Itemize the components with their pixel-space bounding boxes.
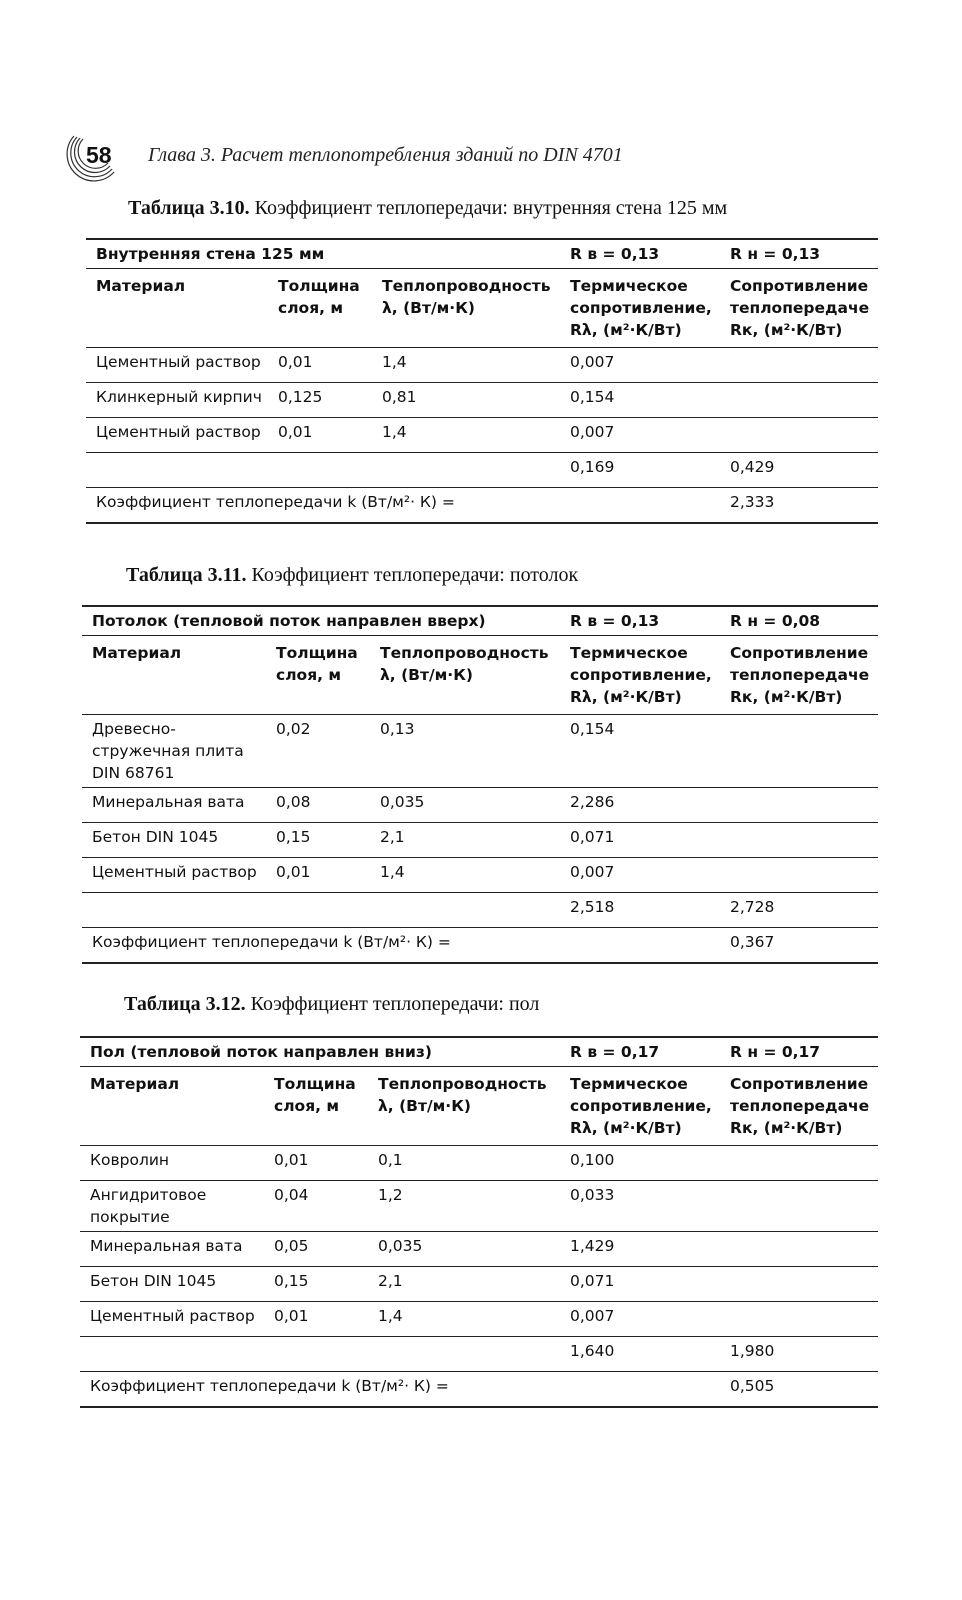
sum-row-blank: [86, 453, 560, 488]
cell-thickness: 0,15: [272, 823, 376, 858]
cell-heat-transfer-resistance: [720, 348, 878, 383]
cell-material: Цементный раствор: [82, 858, 272, 893]
cell-conductivity: 1,4: [374, 1302, 560, 1337]
table-row: [80, 1232, 878, 1267]
table-row: [82, 788, 878, 823]
column-headers: [86, 269, 878, 348]
table-row: [86, 418, 878, 453]
cell-heat-transfer-resistance: [720, 1267, 878, 1302]
header-heat-transfer-resistance: Сопротивление теплопередаче Rк, (м²·К/Вт): [720, 269, 878, 348]
cell-thermal-resistance: 0,154: [560, 715, 720, 788]
header-thickness: Толщина слоя, м: [274, 269, 378, 348]
header-conductivity: Теплопроводность λ, (Вт/м·К): [374, 1067, 560, 1146]
k-row: [80, 1372, 878, 1408]
sum-total: 2,728: [720, 893, 878, 928]
cell-conductivity: 1,2: [374, 1181, 560, 1232]
sum-row: [86, 453, 878, 488]
table-title: Внутренняя стена 125 мм: [86, 239, 560, 269]
header-thermal-resistance: Термическое сопротивление, Rλ, (м²·К/Вт): [560, 1067, 720, 1146]
cell-heat-transfer-resistance: [720, 788, 878, 823]
cell-material: Ангидритовое покрытие: [80, 1181, 270, 1232]
k-value: 0,505: [720, 1372, 878, 1408]
cell-heat-transfer-resistance: [720, 823, 878, 858]
cell-thermal-resistance: 0,007: [560, 348, 720, 383]
cell-thermal-resistance: 0,033: [560, 1181, 720, 1232]
header-conductivity: Теплопроводность λ, (Вт/м·К): [378, 269, 560, 348]
cell-material: Ковролин: [80, 1146, 270, 1181]
cell-conductivity: 0,81: [378, 383, 560, 418]
cell-heat-transfer-resistance: [720, 1232, 878, 1267]
column-headers: [80, 1067, 878, 1146]
sum-thermal: 2,518: [560, 893, 720, 928]
cell-material: Клинкерный кирпич: [86, 383, 274, 418]
sum-total: 1,980: [720, 1337, 878, 1372]
k-value: 0,367: [720, 928, 878, 964]
cell-conductivity: 1,4: [378, 348, 560, 383]
table-caption-text: Коэффициент теплопередачи: внутренняя стена 125 мм: [249, 197, 728, 219]
cell-heat-transfer-resistance: [720, 1181, 878, 1232]
table-caption-text: Коэффициент теплопередачи: пол: [245, 993, 540, 1015]
cell-heat-transfer-resistance: [720, 383, 878, 418]
cell-thermal-resistance: 1,429: [560, 1232, 720, 1267]
header-thickness: Толщина слоя, м: [270, 1067, 374, 1146]
k-row: [82, 928, 878, 964]
table-floor: [80, 1036, 878, 1408]
cell-thermal-resistance: 0,154: [560, 383, 720, 418]
cell-material: Цементный раствор: [80, 1302, 270, 1337]
cell-conductivity: 2,1: [374, 1267, 560, 1302]
table-row: [82, 823, 878, 858]
table-row: [80, 1146, 878, 1181]
running-title: Глава 3. Расчет теплопотребления зданий по DIN 4701: [148, 144, 623, 166]
cell-thermal-resistance: 0,100: [560, 1146, 720, 1181]
table-ceiling: [82, 605, 878, 964]
cell-thermal-resistance: 0,007: [560, 418, 720, 453]
k-label: Коэффициент теплопередачи k (Вт/м²· К) =: [86, 488, 720, 524]
table-caption: [124, 993, 539, 1016]
table-row: [86, 383, 878, 418]
table-row: [86, 348, 878, 383]
table-row: [80, 1267, 878, 1302]
table-caption-label: Таблица 3.11.: [126, 564, 247, 586]
cell-material: Цементный раствор: [86, 418, 274, 453]
cell-thickness: 0,02: [272, 715, 376, 788]
cell-conductivity: 1,4: [376, 858, 560, 893]
cell-heat-transfer-resistance: [720, 715, 878, 788]
column-headers: [82, 636, 878, 715]
k-row: [86, 488, 878, 524]
cell-conductivity: 0,035: [376, 788, 560, 823]
table-row: [80, 1181, 878, 1232]
cell-heat-transfer-resistance: [720, 858, 878, 893]
page-header: [60, 128, 900, 184]
header-thermal-resistance: Термическое сопротивление, Rλ, (м²·К/Вт): [560, 269, 720, 348]
r-outer: R н = 0,13: [720, 239, 878, 269]
cell-conductivity: 0,1: [374, 1146, 560, 1181]
cell-material: Минеральная вата: [80, 1232, 270, 1267]
header-material: Материал: [82, 636, 272, 715]
table-row: [82, 858, 878, 893]
table-caption-label: Таблица 3.10.: [128, 197, 250, 219]
cell-conductivity: 0,13: [376, 715, 560, 788]
header-heat-transfer-resistance: Сопротивление теплопередаче Rк, (м²·К/Вт): [720, 636, 878, 715]
cell-thickness: 0,125: [274, 383, 378, 418]
cell-thickness: 0,01: [270, 1302, 374, 1337]
table-title: Потолок (тепловой поток направлен вверх): [82, 606, 560, 636]
cell-thickness: 0,08: [272, 788, 376, 823]
header-material: Материал: [80, 1067, 270, 1146]
table-row: [82, 715, 878, 788]
table-caption: [126, 564, 578, 587]
cell-material: Бетон DIN 1045: [82, 823, 272, 858]
header-heat-transfer-resistance: Сопротивление теплопередаче Rк, (м²·К/Вт): [720, 1067, 878, 1146]
cell-thermal-resistance: 0,007: [560, 1302, 720, 1337]
header-thickness: Толщина слоя, м: [272, 636, 376, 715]
sum-row: [80, 1337, 878, 1372]
cell-thermal-resistance: 2,286: [560, 788, 720, 823]
k-label: Коэффициент теплопередачи k (Вт/м²· К) =: [80, 1372, 720, 1408]
cell-thermal-resistance: 0,071: [560, 1267, 720, 1302]
cell-thickness: 0,15: [270, 1267, 374, 1302]
cell-material: Цементный раствор: [86, 348, 274, 383]
cell-material: Древесно-стружечная плита DIN 68761: [82, 715, 272, 788]
cell-thickness: 0,05: [270, 1232, 374, 1267]
sum-row: [82, 893, 878, 928]
table-caption: [128, 197, 727, 220]
sum-thermal: 1,640: [560, 1337, 720, 1372]
cell-thermal-resistance: 0,071: [560, 823, 720, 858]
cell-heat-transfer-resistance: [720, 1146, 878, 1181]
cell-thickness: 0,01: [270, 1146, 374, 1181]
sum-row-blank: [80, 1337, 560, 1372]
k-value: 2,333: [720, 488, 878, 524]
header-conductivity: Теплопроводность λ, (Вт/м·К): [376, 636, 560, 715]
r-inner: R в = 0,13: [560, 606, 720, 636]
table-internal-wall: [86, 238, 878, 524]
cell-thickness: 0,01: [274, 348, 378, 383]
sum-row-blank: [82, 893, 560, 928]
table-caption-text: Коэффициент теплопередачи: потолок: [246, 564, 579, 586]
page-number: 58: [86, 142, 112, 168]
cell-conductivity: 1,4: [378, 418, 560, 453]
table-row: [80, 1302, 878, 1337]
cell-thermal-resistance: 0,007: [560, 858, 720, 893]
sum-thermal: 0,169: [560, 453, 720, 488]
r-outer: R н = 0,17: [720, 1037, 878, 1067]
cell-thickness: 0,04: [270, 1181, 374, 1232]
table-title: Пол (тепловой поток направлен вниз): [80, 1037, 560, 1067]
cell-thickness: 0,01: [272, 858, 376, 893]
cell-thickness: 0,01: [274, 418, 378, 453]
cell-conductivity: 2,1: [376, 823, 560, 858]
table-title-row: [82, 606, 878, 636]
header-thermal-resistance: Термическое сопротивление, Rλ, (м²·К/Вт): [560, 636, 720, 715]
cell-material: Бетон DIN 1045: [80, 1267, 270, 1302]
k-label: Коэффициент теплопередачи k (Вт/м²· К) =: [82, 928, 720, 964]
r-inner: R в = 0,17: [560, 1037, 720, 1067]
table-title-row: [80, 1037, 878, 1067]
r-inner: R в = 0,13: [560, 239, 720, 269]
cell-heat-transfer-resistance: [720, 418, 878, 453]
table-caption-label: Таблица 3.12.: [124, 993, 246, 1015]
table-title-row: [86, 239, 878, 269]
header-material: Материал: [86, 269, 274, 348]
sum-total: 0,429: [720, 453, 878, 488]
cell-material: Минеральная вата: [82, 788, 272, 823]
cell-conductivity: 0,035: [374, 1232, 560, 1267]
r-outer: R н = 0,08: [720, 606, 878, 636]
cell-heat-transfer-resistance: [720, 1302, 878, 1337]
